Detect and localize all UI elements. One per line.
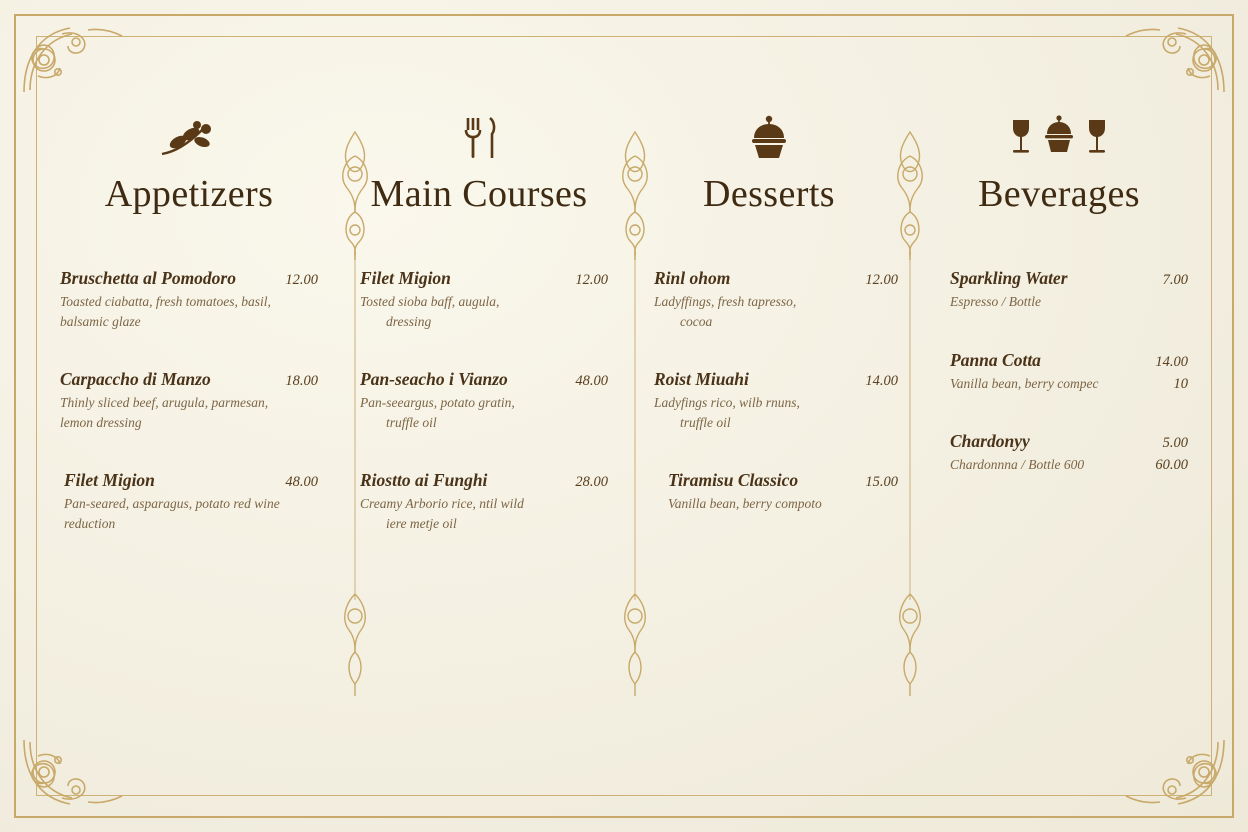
item-description: Vanilla bean, berry compoto bbox=[668, 496, 822, 512]
item-price: 48.00 bbox=[575, 373, 608, 390]
menu-item[interactable] bbox=[60, 369, 318, 432]
section-title: Main Courses bbox=[370, 173, 588, 215]
item-description: Espresso / Bottle bbox=[950, 294, 1041, 309]
menu-columns bbox=[60, 110, 1188, 630]
item-name: Carpaccho di Manzo bbox=[60, 369, 211, 390]
menu-section-desserts bbox=[640, 110, 898, 630]
item-price: 12.00 bbox=[285, 272, 318, 288]
section-title: Desserts bbox=[703, 173, 835, 215]
item-price-secondary: 60.00 bbox=[1155, 457, 1188, 474]
corner-ornament-bottom-left bbox=[18, 734, 130, 812]
item-description: Ladyfings rico, wilb rnuns, bbox=[654, 395, 800, 411]
item-description-line2: truffle oil bbox=[680, 414, 731, 430]
item-name: Filet Migion bbox=[360, 268, 451, 288]
item-price: 14.00 bbox=[1155, 353, 1188, 370]
olive-branch-icon bbox=[60, 110, 318, 160]
menu-item-list bbox=[350, 268, 608, 533]
item-price-secondary: 10 bbox=[1173, 375, 1188, 392]
item-price: 18.00 bbox=[285, 373, 318, 390]
corner-ornament-bottom-right bbox=[1118, 734, 1230, 812]
menu-section-main-courses bbox=[350, 110, 608, 630]
item-name: Riostto ai Funghi bbox=[360, 470, 488, 491]
item-price: 28.00 bbox=[575, 474, 608, 491]
item-name: Sparkling Water bbox=[950, 268, 1068, 288]
item-description: Toasted ciabatta, fresh tomatoes, basil, balsamic glaze bbox=[60, 294, 271, 329]
item-price: 15.00 bbox=[865, 474, 898, 491]
menu-item-list bbox=[930, 268, 1188, 475]
menu-item[interactable] bbox=[360, 470, 608, 533]
fork-knife-icon bbox=[350, 110, 608, 160]
item-description-line2: iere metje oil bbox=[386, 515, 457, 531]
menu-item-list bbox=[640, 268, 898, 514]
item-description: Ladyffings, fresh tapresso, bbox=[654, 294, 797, 309]
menu-item[interactable] bbox=[950, 431, 1188, 475]
item-description: Pan-seeargus, potato gratin, bbox=[360, 395, 515, 411]
item-description: Vanilla bean, berry compec bbox=[950, 375, 1099, 391]
item-price: 12.00 bbox=[575, 272, 608, 288]
menu-section-appetizers bbox=[60, 110, 318, 630]
item-description: Pan-seared, asparagus, potato red wine reduction bbox=[64, 496, 280, 531]
item-name: Pan-seacho i Vianzo bbox=[360, 369, 508, 390]
item-description: Tosted sioba baff, augula, bbox=[360, 294, 500, 309]
menu-item[interactable] bbox=[950, 350, 1188, 394]
item-name: Panna Cotta bbox=[950, 349, 1041, 370]
cupcake-icon bbox=[640, 110, 898, 160]
item-name: Roist Miuahi bbox=[654, 369, 749, 390]
item-description-line2: truffle oil bbox=[386, 414, 437, 430]
menu-item[interactable] bbox=[654, 369, 898, 432]
item-description: Creamy Arborio rice, ntil wild bbox=[360, 496, 524, 512]
corner-ornament-top-right bbox=[1118, 20, 1230, 98]
item-description: Thinly sliced beef, arugula, parmesan, lemon dressing bbox=[60, 395, 269, 430]
item-name: Tiramisu Classico bbox=[668, 470, 799, 491]
menu-item[interactable] bbox=[950, 268, 1188, 312]
section-title: Beverages bbox=[978, 173, 1140, 215]
menu-item[interactable] bbox=[654, 470, 898, 514]
menu-item[interactable] bbox=[360, 268, 608, 331]
item-price: 48.00 bbox=[285, 474, 318, 491]
item-price: 14.00 bbox=[865, 373, 898, 390]
menu-item[interactable] bbox=[60, 268, 318, 331]
item-price: 12.00 bbox=[865, 272, 898, 288]
menu-item[interactable] bbox=[360, 369, 608, 432]
corner-ornament-top-left bbox=[18, 20, 130, 98]
item-price: 7.00 bbox=[1162, 272, 1188, 288]
menu-item[interactable] bbox=[654, 268, 898, 331]
item-name: Filet Migion bbox=[64, 470, 155, 491]
item-description-line2: cocoa bbox=[680, 313, 713, 329]
menu-item-list bbox=[60, 268, 318, 533]
item-description: Chardonnna / Bottle 600 bbox=[950, 457, 1085, 473]
item-name: Chardonyy bbox=[950, 431, 1030, 452]
menu-item[interactable] bbox=[60, 470, 318, 533]
section-title: Appetizers bbox=[104, 173, 274, 215]
item-name: Rinl ohom bbox=[654, 268, 731, 288]
item-name: Bruschetta al Pomodoro bbox=[60, 268, 236, 288]
item-description-line2: dressing bbox=[386, 313, 432, 329]
item-price: 5.00 bbox=[1162, 435, 1188, 452]
menu-section-beverages bbox=[930, 110, 1188, 630]
wine-glasses-icon bbox=[930, 110, 1188, 160]
